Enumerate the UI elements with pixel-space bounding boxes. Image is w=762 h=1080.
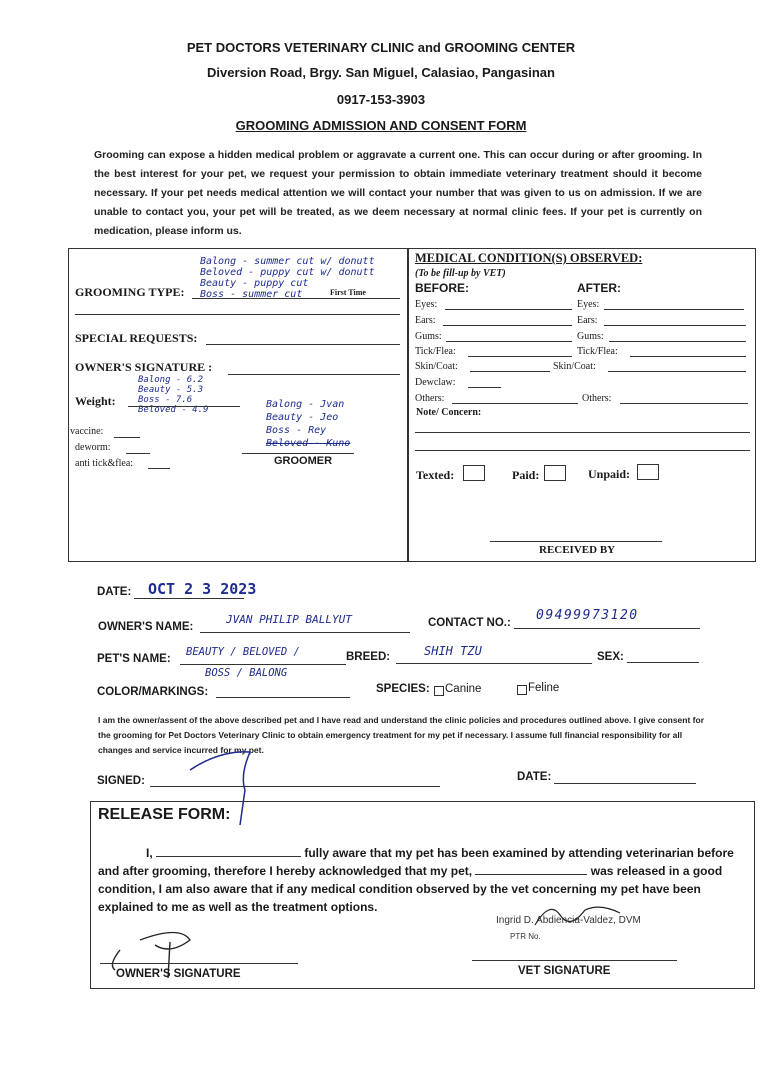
groomer-value: Beloved - Kuno bbox=[266, 438, 351, 449]
texted-label: Texted: bbox=[416, 468, 455, 482]
weight-value: Boss - 7.6 bbox=[138, 395, 193, 405]
vet-signature-line[interactable] bbox=[472, 960, 677, 961]
sex-label: SEX: bbox=[597, 651, 624, 663]
vaccine-line[interactable] bbox=[114, 437, 140, 438]
pet-name-value-1: BEAUTY / BELOVED / bbox=[186, 646, 300, 658]
signed-label: SIGNED: bbox=[97, 775, 145, 787]
grooming-value: Beloved - puppy cut w/ donutt bbox=[200, 267, 375, 278]
ears-after-label: Ears: bbox=[577, 315, 598, 326]
date-value: OCT 2 3 2023 bbox=[148, 580, 257, 598]
grooming-value: Beauty - puppy cut bbox=[200, 278, 309, 289]
grooming-value: Boss - summer cut bbox=[200, 289, 303, 300]
eyes-after-line[interactable] bbox=[604, 309, 744, 310]
contact-label: CONTACT NO.: bbox=[428, 617, 511, 629]
texted-checkbox[interactable] bbox=[463, 465, 485, 481]
canine-label: Canine bbox=[445, 683, 482, 695]
breed-line[interactable] bbox=[396, 663, 592, 664]
eyes-after-label: Eyes: bbox=[577, 299, 600, 310]
pet-name-label: PET'S NAME: bbox=[97, 653, 171, 665]
consent-paragraph: I am the owner/assent of the above described pet and I have read and understand the clinic policies and procedures outlined above. I give consent for the grooming for Pet Doctors Veterinary Clinic to obtain emergency treatment for my pet if necessary. I assume full financial responsibility for all changes and service incurred for my pet. bbox=[98, 715, 705, 755]
weight-value: Balong - 6.2 bbox=[138, 375, 204, 385]
pet-name-value-2: BOSS / BALONG bbox=[205, 667, 288, 679]
groomer-value: Balong - Jvan bbox=[266, 399, 345, 410]
vaccine-label: vaccine: bbox=[70, 426, 104, 437]
release-owner-line[interactable] bbox=[156, 846, 301, 857]
vet-name: Ingrid D. Abdiencia-Valdez, DVM bbox=[496, 915, 641, 926]
ears-before-label: Ears: bbox=[415, 315, 436, 326]
others-after-label: Others: bbox=[582, 393, 612, 404]
others-before-label: Others: bbox=[415, 393, 445, 404]
dewclaw-line[interactable] bbox=[468, 387, 501, 388]
owner-signature-line-release[interactable] bbox=[100, 963, 298, 964]
color-markings-line[interactable] bbox=[216, 697, 350, 698]
owner-signature-line[interactable] bbox=[228, 374, 400, 375]
ears-after-line[interactable] bbox=[604, 325, 746, 326]
contact-value: 09499973120 bbox=[536, 608, 639, 623]
received-by-label: RECEIVED BY bbox=[539, 544, 616, 556]
deworm-label: deworm: bbox=[75, 442, 111, 453]
gums-after-label: Gums: bbox=[577, 331, 604, 342]
date-label: DATE: bbox=[97, 586, 132, 598]
contact-line[interactable] bbox=[514, 628, 700, 629]
gums-before-label: Gums: bbox=[415, 331, 442, 342]
groomer-label: GROOMER bbox=[274, 455, 333, 467]
dewclaw-label: Dewclaw: bbox=[415, 377, 456, 388]
deworm-line[interactable] bbox=[126, 453, 150, 454]
date-line[interactable] bbox=[134, 598, 244, 599]
grooming-type-line-2[interactable] bbox=[75, 314, 400, 315]
grooming-type-values bbox=[200, 256, 405, 300]
gums-after-line[interactable] bbox=[609, 341, 746, 342]
weight-line[interactable] bbox=[128, 406, 240, 407]
ptr-label: PTR No. bbox=[510, 932, 541, 941]
medical-subtitle: (To be fill-up by VET) bbox=[415, 268, 506, 279]
first-time-label: First Time bbox=[330, 288, 366, 297]
note-label: Note/ Concern: bbox=[416, 407, 482, 418]
medical-title: MEDICAL CONDITION(S) OBSERVED: bbox=[415, 251, 643, 265]
weight-label: Weight: bbox=[75, 394, 116, 408]
grooming-value: Balong - summer cut w/ donutt bbox=[200, 256, 375, 267]
tick-after-label: Tick/Flea: bbox=[577, 346, 618, 357]
species-label: SPECIES: bbox=[376, 683, 430, 695]
groomer-values bbox=[266, 398, 350, 450]
breed-value: SHIH TZU bbox=[424, 644, 482, 658]
feline-checkbox[interactable] bbox=[517, 685, 527, 695]
skin-after-label: Skin/Coat: bbox=[553, 361, 596, 372]
release-p1-start: I, bbox=[146, 846, 153, 860]
before-heading: BEFORE: bbox=[415, 281, 469, 295]
special-requests-label: SPECIAL REQUESTS: bbox=[75, 331, 198, 345]
release-p1-mid: fully aware that my pet has been examined by attending veterinarian before and after grooming, therefore I hereby acknowledged that my pet, bbox=[98, 846, 734, 878]
paid-label: Paid: bbox=[512, 468, 540, 482]
signed-date-label: DATE: bbox=[517, 771, 552, 783]
received-by-line[interactable] bbox=[490, 541, 662, 542]
gums-before-line[interactable] bbox=[446, 341, 572, 342]
special-requests-line[interactable] bbox=[206, 344, 400, 345]
grooming-type-label: GROOMING TYPE: bbox=[75, 285, 185, 299]
vet-signature-scribble bbox=[530, 895, 630, 935]
others-before-line[interactable] bbox=[452, 403, 578, 404]
unpaid-checkbox[interactable] bbox=[637, 464, 659, 480]
anti-tick-line[interactable] bbox=[148, 468, 170, 469]
eyes-before-line[interactable] bbox=[445, 309, 572, 310]
clinic-name: PET DOCTORS VETERINARY CLINIC and GROOMING CENTER bbox=[186, 40, 576, 55]
tick-before-label: Tick/Flea: bbox=[415, 346, 456, 357]
groomer-line[interactable] bbox=[242, 453, 354, 454]
feline-label: Feline bbox=[528, 682, 560, 694]
groomer-value: Beauty - Jeo bbox=[266, 412, 339, 423]
grooming-type-line[interactable] bbox=[192, 298, 400, 299]
owner-name-line[interactable] bbox=[200, 632, 410, 633]
vet-signature-label: VET SIGNATURE bbox=[518, 965, 611, 977]
weight-values bbox=[138, 375, 208, 415]
owner-signature-label: OWNER'S SIGNATURE : bbox=[75, 360, 213, 374]
breed-label: BREED: bbox=[346, 651, 391, 663]
paid-checkbox[interactable] bbox=[544, 465, 566, 481]
skin-before-label: Skin/Coat: bbox=[415, 361, 458, 372]
sex-line[interactable] bbox=[627, 662, 699, 663]
others-after-line[interactable] bbox=[620, 403, 748, 404]
release-p1-end: was released in a good condition, I am also aware that if any medical condition observed by the vet concerning my pet have been explained to me as well as the treatment options. bbox=[98, 864, 723, 914]
ears-before-line[interactable] bbox=[443, 325, 572, 326]
intro-paragraph: Grooming can expose a hidden medical problem or aggravate a current one. This can occur during or after grooming. In the best interest for your pet, we request your permission to obtain immediate veterinary treatment should it become necessary. If your pet needs medical attention we will contact your number that was given to us on admission. If we are unable to contact you, your pet will be treated, as we deem necessary at normal clinic fees. If your pet is currently on medication, please inform us. bbox=[94, 149, 702, 237]
unpaid-label: Unpaid: bbox=[588, 467, 631, 481]
tick-before-line[interactable] bbox=[468, 356, 572, 357]
tick-after-line[interactable] bbox=[630, 356, 746, 357]
skin-before-line[interactable] bbox=[470, 371, 550, 372]
owner-signature-label-release: OWNER'S SIGNATURE bbox=[116, 968, 241, 980]
groomer-value: Boss - Rey bbox=[266, 425, 327, 436]
anti-tick-label: anti tick&flea: bbox=[75, 458, 134, 469]
weight-value: Beauty - 5.3 bbox=[138, 385, 204, 395]
release-paragraph bbox=[98, 844, 750, 916]
owner-name-value: JVAN PHILIP BALLYUT bbox=[226, 613, 352, 626]
signed-date-line[interactable] bbox=[554, 783, 696, 784]
box-divider bbox=[407, 248, 409, 562]
owner-name-label: OWNER'S NAME: bbox=[98, 621, 194, 633]
note-line-1[interactable] bbox=[415, 432, 750, 433]
after-heading: AFTER: bbox=[577, 281, 621, 295]
eyes-before-label: Eyes: bbox=[415, 299, 438, 310]
skin-after-line[interactable] bbox=[608, 371, 746, 372]
clinic-address: Diversion Road, Brgy. San Miguel, Calasiao, Pangasinan bbox=[207, 65, 555, 80]
clinic-phone: 0917-153-3903 bbox=[336, 92, 426, 107]
canine-checkbox[interactable] bbox=[434, 686, 444, 696]
release-title: RELEASE FORM: bbox=[98, 806, 231, 823]
note-line-2[interactable] bbox=[415, 450, 750, 451]
form-title: GROOMING ADMISSION AND CONSENT FORM bbox=[235, 118, 527, 133]
color-markings-label: COLOR/MARKINGS: bbox=[97, 686, 209, 698]
weight-value: Beloved - 4.9 bbox=[138, 405, 209, 415]
release-pet-line[interactable] bbox=[475, 864, 587, 875]
pet-name-line[interactable] bbox=[180, 664, 346, 665]
